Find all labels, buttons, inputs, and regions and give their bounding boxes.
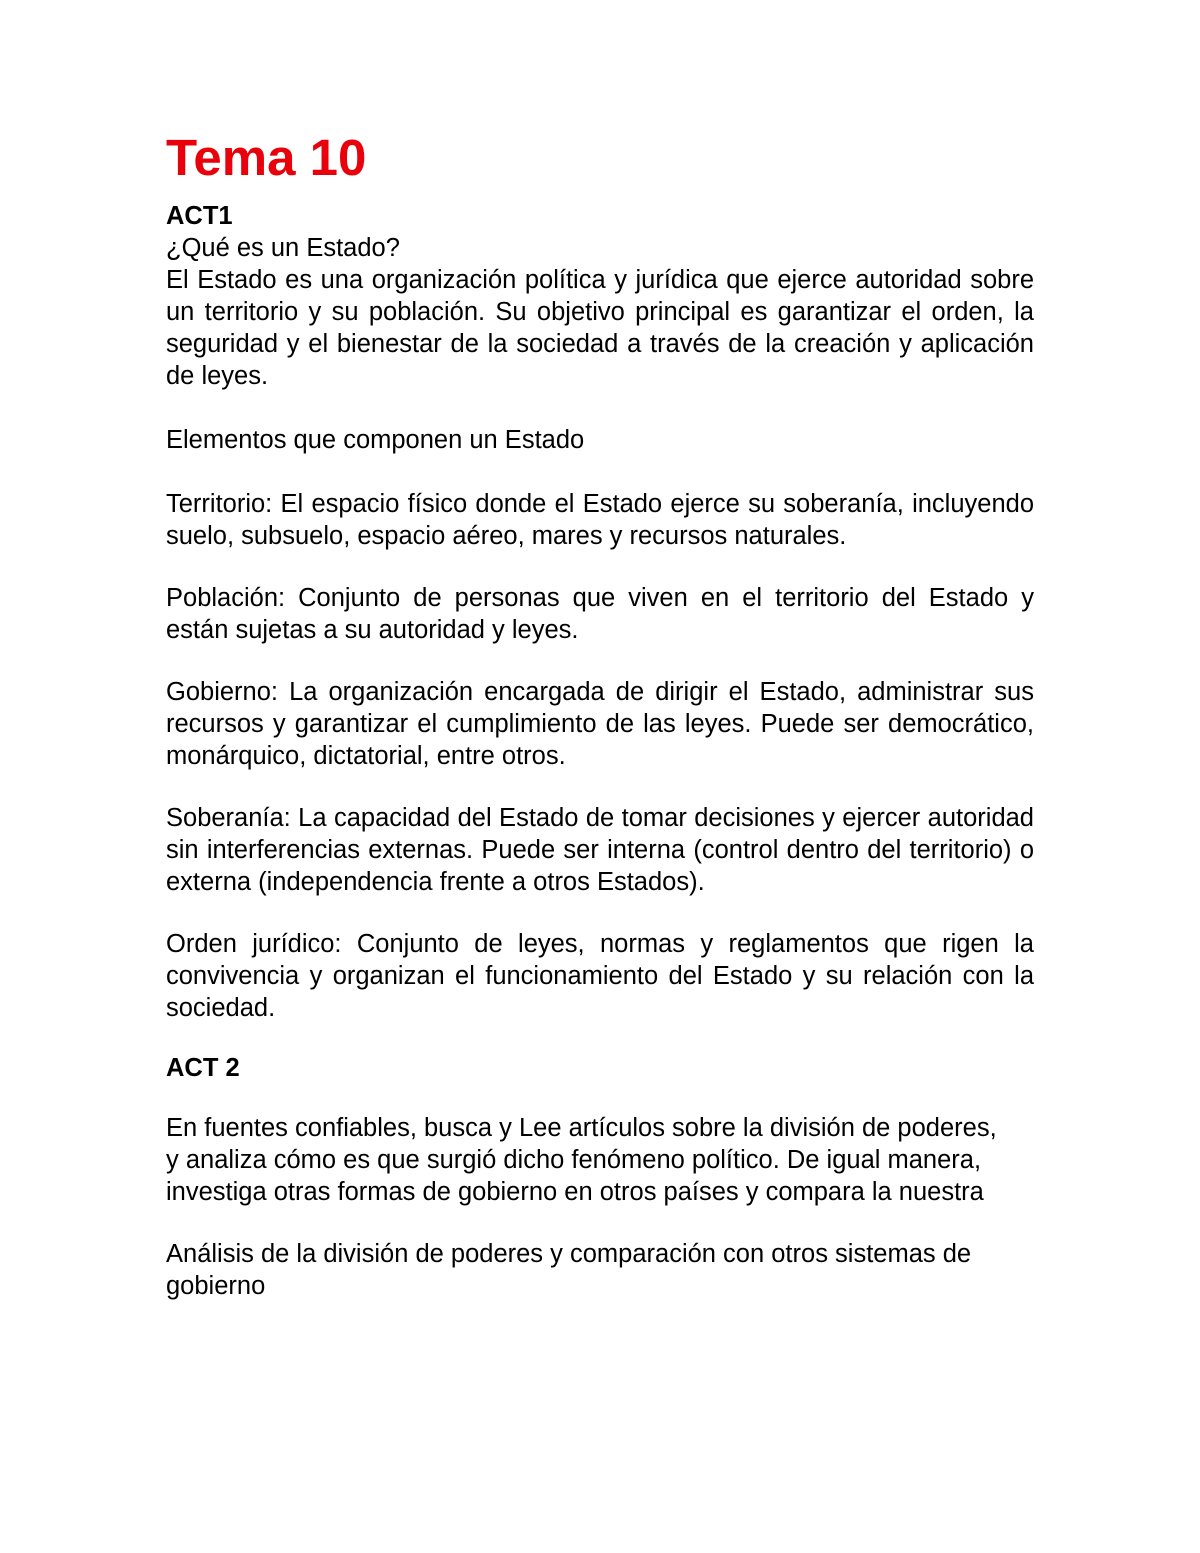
topic-title: Tema 10 <box>166 129 367 186</box>
elements-heading: Elementos que componen un Estado <box>166 426 585 454</box>
element-orden-juridico: Orden jurídico: Conjunto de leyes, normas y reglamentos que rigen la convivencia y organizan el funcionamiento del Estado y su relación con la sociedad. <box>166 930 1034 1022</box>
act2-heading: ACT 2 <box>166 1054 240 1082</box>
act1-question: ¿Qué es un Estado? <box>166 234 400 262</box>
element-gobierno: Gobierno: La organización encargada de dirigir el Estado, administrar sus recursos y garantizar el cumplimiento de las leyes. Puede ser democrático, monárquico, dictatorial, entre otros. <box>166 678 1034 770</box>
element-territorio: Territorio: El espacio físico donde el Estado ejerce su soberanía, incluyendo suelo, subsuelo, espacio aéreo, mares y recursos naturales. <box>166 490 1034 550</box>
element-soberania: Soberanía: La capacidad del Estado de tomar decisiones y ejercer autoridad sin interferencias externas. Puede ser interna (control dentro del territorio) o externa (independencia frente a otros Estados). <box>166 804 1034 896</box>
act2-analysis-title: Análisis de la división de poderes y comparación con otros sistemas de gobierno <box>166 1240 972 1300</box>
act1-heading: ACT1 <box>166 202 233 230</box>
document-page <box>166 129 1034 1302</box>
element-poblacion: Población: Conjunto de personas que viven en el territorio del Estado y están sujetas a su autoridad y leyes. <box>166 584 1034 644</box>
act2-instructions: En fuentes confiables, busca y Lee artículos sobre la división de poderes, y analiza cómo es que surgió dicho fenómeno político. De igual manera, investiga otras formas de gobierno en otros países y compara la nuestra <box>166 1114 997 1206</box>
act1-definition: El Estado es una organización política y jurídica que ejerce autoridad sobre un territorio y su población. Su objetivo principal es garantizar el orden, la seguridad y el bienestar de la sociedad a través de la creación y aplicación de leyes. <box>166 266 1034 390</box>
